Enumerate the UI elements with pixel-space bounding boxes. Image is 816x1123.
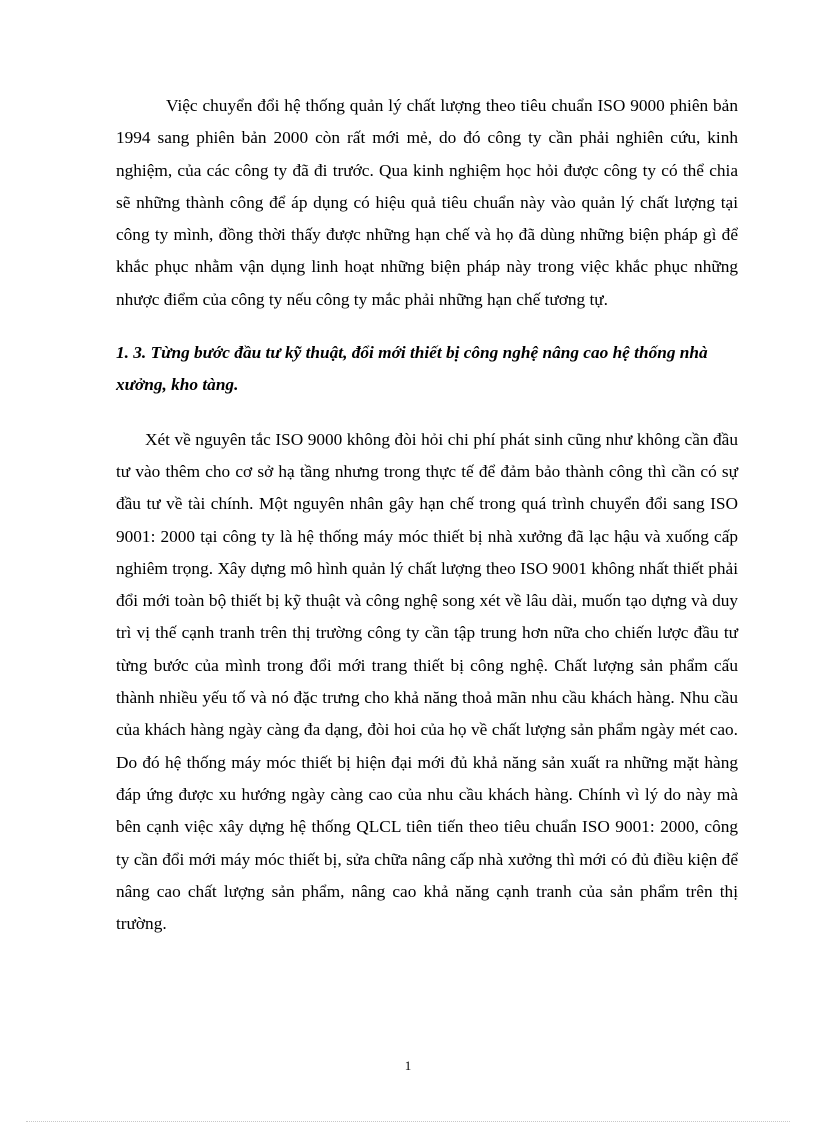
page-bottom-divider — [26, 1121, 790, 1122]
paragraph-investment: Xét về nguyên tắc ISO 9000 không đòi hỏi chi phí phát sinh cũng như không cần đầu tư vào thêm cho cơ sở hạ tầng nhưng trong thực tế để đảm bảo thành công thì cần có sự đầu tư về tài chính. Một nguyên nhân gây hạn chế trong quá trình chuyển đổi sang ISO 9001: 2000 tại công ty là hệ thống máy móc thiết bị nhà xưởng đã lạc hậu và xuống cấp nghiêm trọng. Xây dựng mô hình quản lý chất lượng theo ISO 9001 không nhất thiết phải đổi mới toàn bộ thiết bị kỹ thuật và công nghệ song xét về lâu dài, muốn tạo dựng và duy trì vị thế cạnh tranh trên thị trường công ty cần tập trung hơn nữa cho chiến lược đầu tư từng bước của mình trong đổi mới trang thiết bị công nghệ. Chất lượng sản phẩm cấu thành nhiều yếu tố và nó đặc trưng cho khả năng thoả mãn nhu cầu khách hàng. Nhu cầu của khách hàng ngày càng đa dạng, đòi hoi của họ về chất lượng sản phẩm ngày mét cao. Do đó hệ thống máy móc thiết bị hiện đại mới đủ khả năng sản xuất ra những mặt hàng đáp ứng được xu hướng ngày càng cao của nhu cầu khách hàng. Chính vì lý do này mà bên cạnh việc xây dựng hệ thống QLCL tiên tiến theo tiêu chuẩn ISO 9001: 2000, công ty cần đổi mới máy móc thiết bị, sửa chữa nâng cấp nhà xưởng thì mới có đủ điều kiện để nâng cao chất lượng sản phẩm, nâng cao khả năng cạnh tranh của sản phẩm trên thị trường. — [116, 429, 738, 934]
page-number: 1 — [404, 1058, 412, 1073]
section-heading: 1. 3. Từng bước đầu tư kỹ thuật, đổi mới thiết bị công nghệ nâng cao hệ thống nhà xưởng, kho tàng. — [116, 343, 708, 395]
page-content — [116, 90, 738, 940]
paragraph-experience: Việc chuyển đổi hệ thống quản lý chất lượng theo tiêu chuẩn ISO 9000 phiên bản 1994 sang phiên bản 2000 còn rất mới mẻ, do đó công ty cần phải nghiên cứu, kinh nghiệm, của các công ty đã đi trước. Qua kinh nghiệm học hỏi được công ty có thể chia sẽ những thành công để áp dụng có hiệu quả tiêu chuẩn này vào quản lý chất lượng tại công ty mình, đồng thời thấy được những hạn chế và họ đã dùng những biện pháp gì để khắc phục nhằm vận dụng linh hoạt những biện pháp này trong việc khắc phục những nhược điểm của công ty nếu công ty mắc phải những hạn chế tương tự. — [116, 96, 738, 309]
